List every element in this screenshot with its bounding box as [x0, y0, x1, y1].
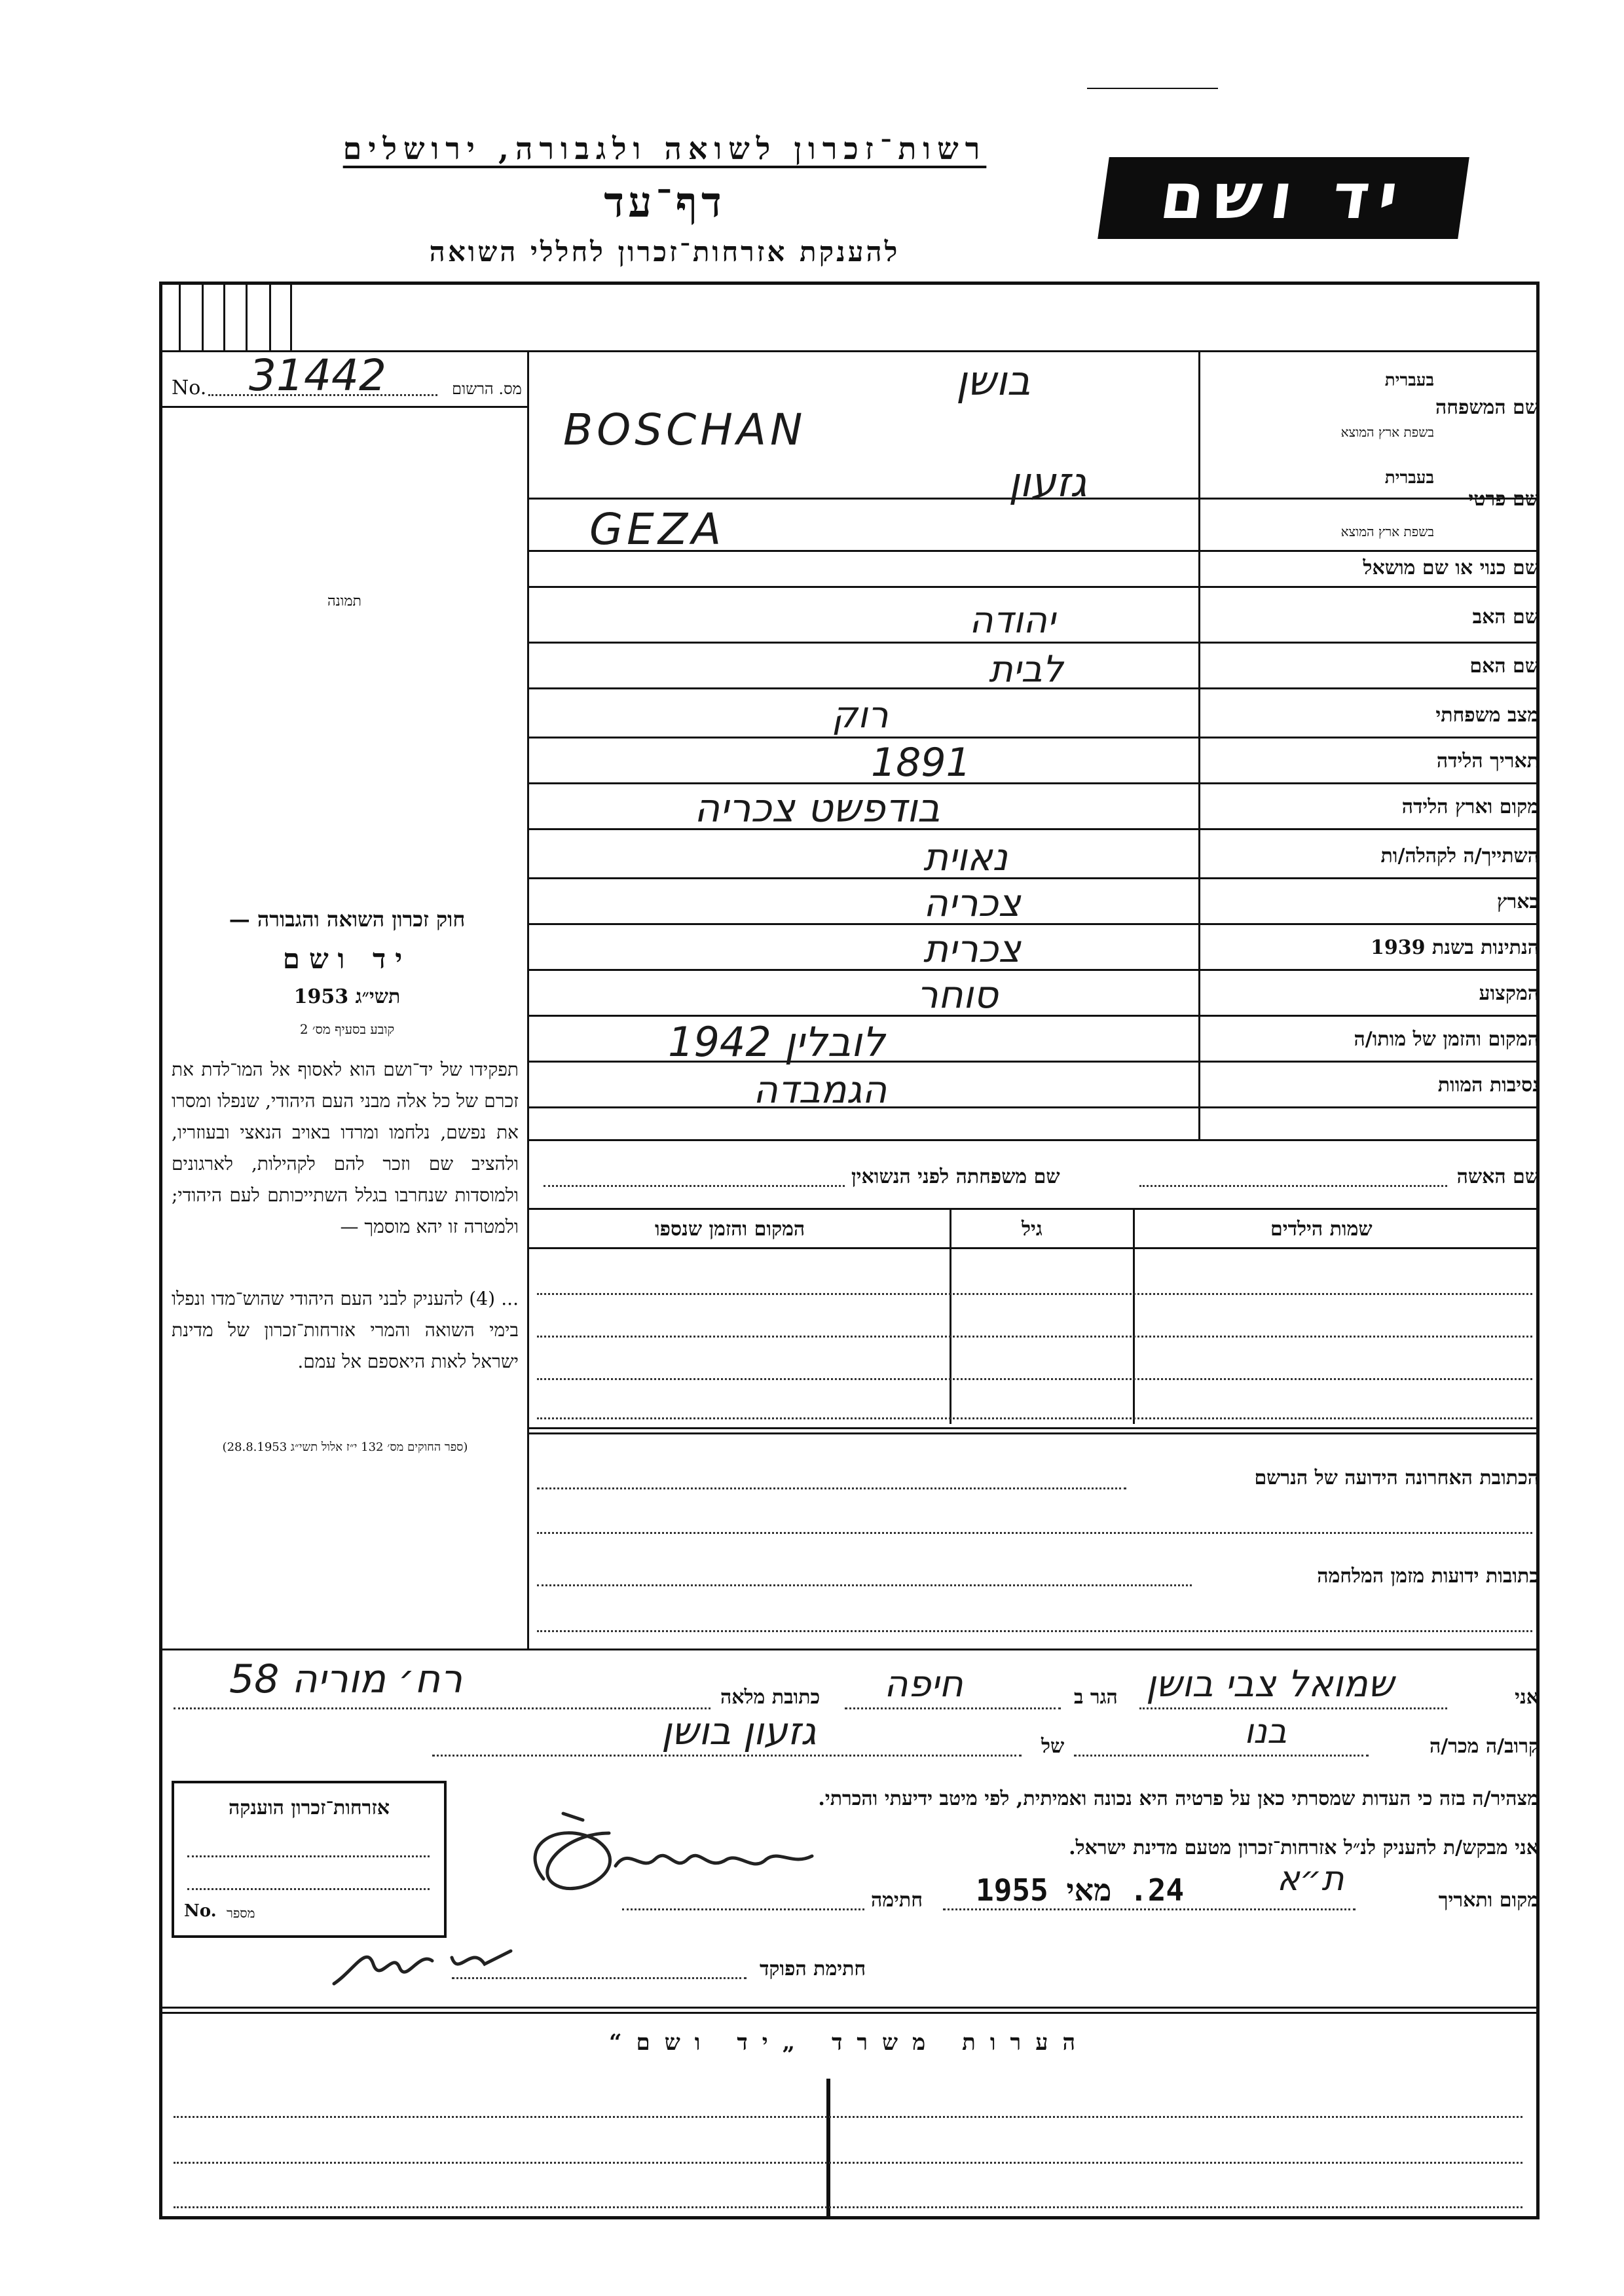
law-clause: קובע בסעיף מס׳ 2 [299, 1021, 395, 1037]
decl-relation-label: קרוב/ה מכר/ה [1430, 1735, 1539, 1758]
registration-heb-label: מס. הרשום [452, 380, 522, 398]
birthplace-value: בודפשט צכריה [694, 786, 940, 831]
remarks-line [174, 2116, 1522, 2118]
decl-address-label: כתובת מלאה [720, 1686, 821, 1709]
citizenship-box [172, 1781, 447, 1938]
field-birthdate-label: תאריך הלידה [1436, 750, 1539, 773]
field-firstname-sub-origin: בשפת ארץ המוצא [1340, 524, 1434, 539]
decl-relation-value: בנו [1244, 1712, 1287, 1751]
header-dash [1087, 88, 1218, 89]
top-cells [159, 282, 290, 352]
field-surname-sub-origin: בשפת ארץ המוצא [1340, 424, 1434, 440]
war-address-line [537, 1584, 1192, 1586]
death-value: לובלין 1942 [668, 1018, 885, 1066]
remarks-title: הערות משרד „יד ושם“ [608, 2030, 1090, 2056]
children-row [537, 1417, 1532, 1419]
remarks-divider [826, 2079, 830, 2219]
surname-hebrew-value: בושן [956, 357, 1031, 405]
field-surname-label: שם המשפחה [1435, 396, 1539, 419]
wife-maiden-line [544, 1185, 845, 1187]
decl-address-value: רח׳ מוריה 58 [229, 1656, 463, 1702]
birthdate-value: 1891 [871, 740, 971, 786]
field-birthplace-label: מקום וארץ הלידה [1401, 795, 1539, 818]
field-marital-label: מצב משפחתי [1435, 704, 1539, 727]
last-address-line-2 [537, 1532, 1532, 1534]
field-nickname-label: שם כנוי או שם מושאל [1363, 556, 1539, 579]
decl-city-value: חיפה [884, 1663, 963, 1705]
field-country-label: בארץ [1496, 890, 1539, 913]
officer-signature-label: חתימת הפוקד [760, 1958, 866, 1980]
decl-place-value: ת״א [1277, 1859, 1344, 1899]
yad-vashem-logo [1098, 157, 1469, 239]
decl-person-line [432, 1755, 1022, 1757]
mid-column-divider [1198, 350, 1200, 1139]
law-title: חוק זכרון השואה והגבורה — [229, 907, 466, 932]
children-row [537, 1336, 1532, 1338]
wife-maiden-label: שם משפחתה לפני הנשואין [851, 1165, 1060, 1188]
logo-text: יד ושם [1156, 160, 1412, 233]
decl-signature-label: חתימה [871, 1889, 923, 1912]
registration-number: 31442 [249, 350, 386, 401]
wife-label: שם האשה [1456, 1165, 1539, 1188]
field-profession-label: המקצוע [1479, 982, 1539, 1005]
decl-place-line [943, 1908, 1356, 1910]
field-firstname-label: שם פרטי [1468, 488, 1539, 511]
citizenship-box-title: אזרחות־זכרון הוענקה [228, 1796, 390, 1819]
declarant-signature [504, 1794, 845, 1918]
decl-shel-label: של [1041, 1735, 1065, 1758]
decl-city-line [845, 1707, 1061, 1709]
decl-relation-line [1074, 1755, 1369, 1757]
war-address-label: כתובות ידועות מזמן המלחמה [1317, 1565, 1539, 1588]
profession-value: סוחר [917, 972, 999, 1017]
decl-address-line [174, 1707, 710, 1709]
decl-date-value: 24. מאי 1955 [976, 1872, 1185, 1908]
field-community-label: השתייך/ה לקהלה/ות [1380, 845, 1539, 867]
last-address-line [537, 1487, 1126, 1489]
officer-signature [327, 1931, 524, 2003]
decl-statement-2: אני מבקש/ת להעניק לנ״ל אזרחות־זכרון מטעם מדינת ישראל. [1069, 1836, 1539, 1859]
law-paragraph-1: תפקידו של יד־ושם הוא לאסוף אל המו־לדת את זכרם של כל אלה מבני העם היהודי, שנפלו ומסרו את נפשם, נלחמו ומרדו באויב הנאצי ובעוזריו, ולהציב שם וזכר להם לקהילות, לארגונים ולמוסדות שנחרבו בגלל השתייכותם לעם היהודי; ולמטרה זו יהא מוסמך — [172, 1059, 519, 1237]
father-value: יהודה [969, 599, 1056, 642]
photo-label: תמונה [327, 593, 361, 610]
citizenship-box-no: No. [184, 1901, 217, 1921]
form-title: דף־עד [604, 178, 726, 227]
decl-name-value: שמואל צבי בושן [1146, 1663, 1394, 1705]
decl-name-line [1139, 1707, 1447, 1709]
remarks-line [174, 2206, 1522, 2208]
decl-person-value: גזעון בושן [661, 1709, 817, 1753]
community-value: נאוית [923, 835, 1008, 879]
marital-value: רוק [832, 694, 889, 737]
field-mother-label: שם האם [1469, 655, 1539, 678]
children-row [537, 1378, 1532, 1380]
nationality-value: צכרית [923, 926, 1021, 971]
wife-name-line [1139, 1185, 1447, 1187]
citizenship-box-mispar: מספר [227, 1905, 255, 1921]
decl-place-date-label: מקום ותאריך [1438, 1889, 1539, 1912]
firstname-origin-value: GEZA [589, 504, 726, 555]
law-reference: (ספר החוקים מס׳ 132 י״ז אלול תשי״ג 28.8.1953) [222, 1440, 468, 1454]
firstname-hebrew-value: גזעון [1008, 458, 1087, 506]
remarks-line [174, 2162, 1522, 2164]
war-address-line-2 [537, 1630, 1532, 1632]
decl-statement-1: מצהיר/ה בזה כי העדות שמסרתי כאן על פרטיה היא נכונה ואמיתית, לפי מיטב ידיעתי והכרתי. [818, 1787, 1539, 1810]
photo-area [161, 407, 528, 826]
authority-heading: רשות־זכרון לשואה ולגבורה, ירושלים [342, 131, 987, 166]
circumstances-value: הגמבדה [753, 1067, 887, 1112]
children-row [537, 1293, 1532, 1295]
remarks-divider-top [159, 2007, 1540, 2009]
field-father-label: שם האב [1472, 606, 1539, 629]
children-header-names: שמות הילדים [1270, 1218, 1373, 1241]
children-header-place: המקום והזמן שנספו [655, 1218, 805, 1241]
law-year: תשי״ג 1953 [293, 985, 401, 1008]
field-firstname-sub-hebrew: בעברית [1384, 468, 1434, 488]
law-name: יד ושם [282, 943, 412, 975]
decl-gar-label: הגר ב [1074, 1686, 1118, 1709]
decl-ani: אני [1515, 1686, 1539, 1709]
form-subtitle: להענקת אזרחות־זכרון לחללי השואה [429, 236, 900, 268]
registration-no-label: No. [172, 376, 207, 399]
country-value: צכריה [923, 881, 1021, 925]
last-address-label: הכתובת האחרונה הידועה של הנרשם [1254, 1467, 1539, 1489]
field-surname-sub-hebrew: בעברית [1384, 371, 1434, 390]
field-death-label: המקום והזמן של מותו/ה [1354, 1028, 1539, 1051]
field-circumstances-label: נסיבות המוות [1437, 1074, 1539, 1097]
surname-origin-value: BOSCHAN [563, 405, 807, 455]
mother-value: לבית [989, 648, 1063, 691]
field-nationality-label: הנתינות בשנת 1939 [1370, 936, 1539, 959]
law-paragraph-2: ... (4) להעניק לבני העם היהודי שהוש־מדו ונפלו בימי השואה והמרי אזרחות־זכרון של מדינת ישראל לאות היאספם אל עמם. [172, 1288, 519, 1372]
children-header-age: גיל [1022, 1218, 1043, 1241]
